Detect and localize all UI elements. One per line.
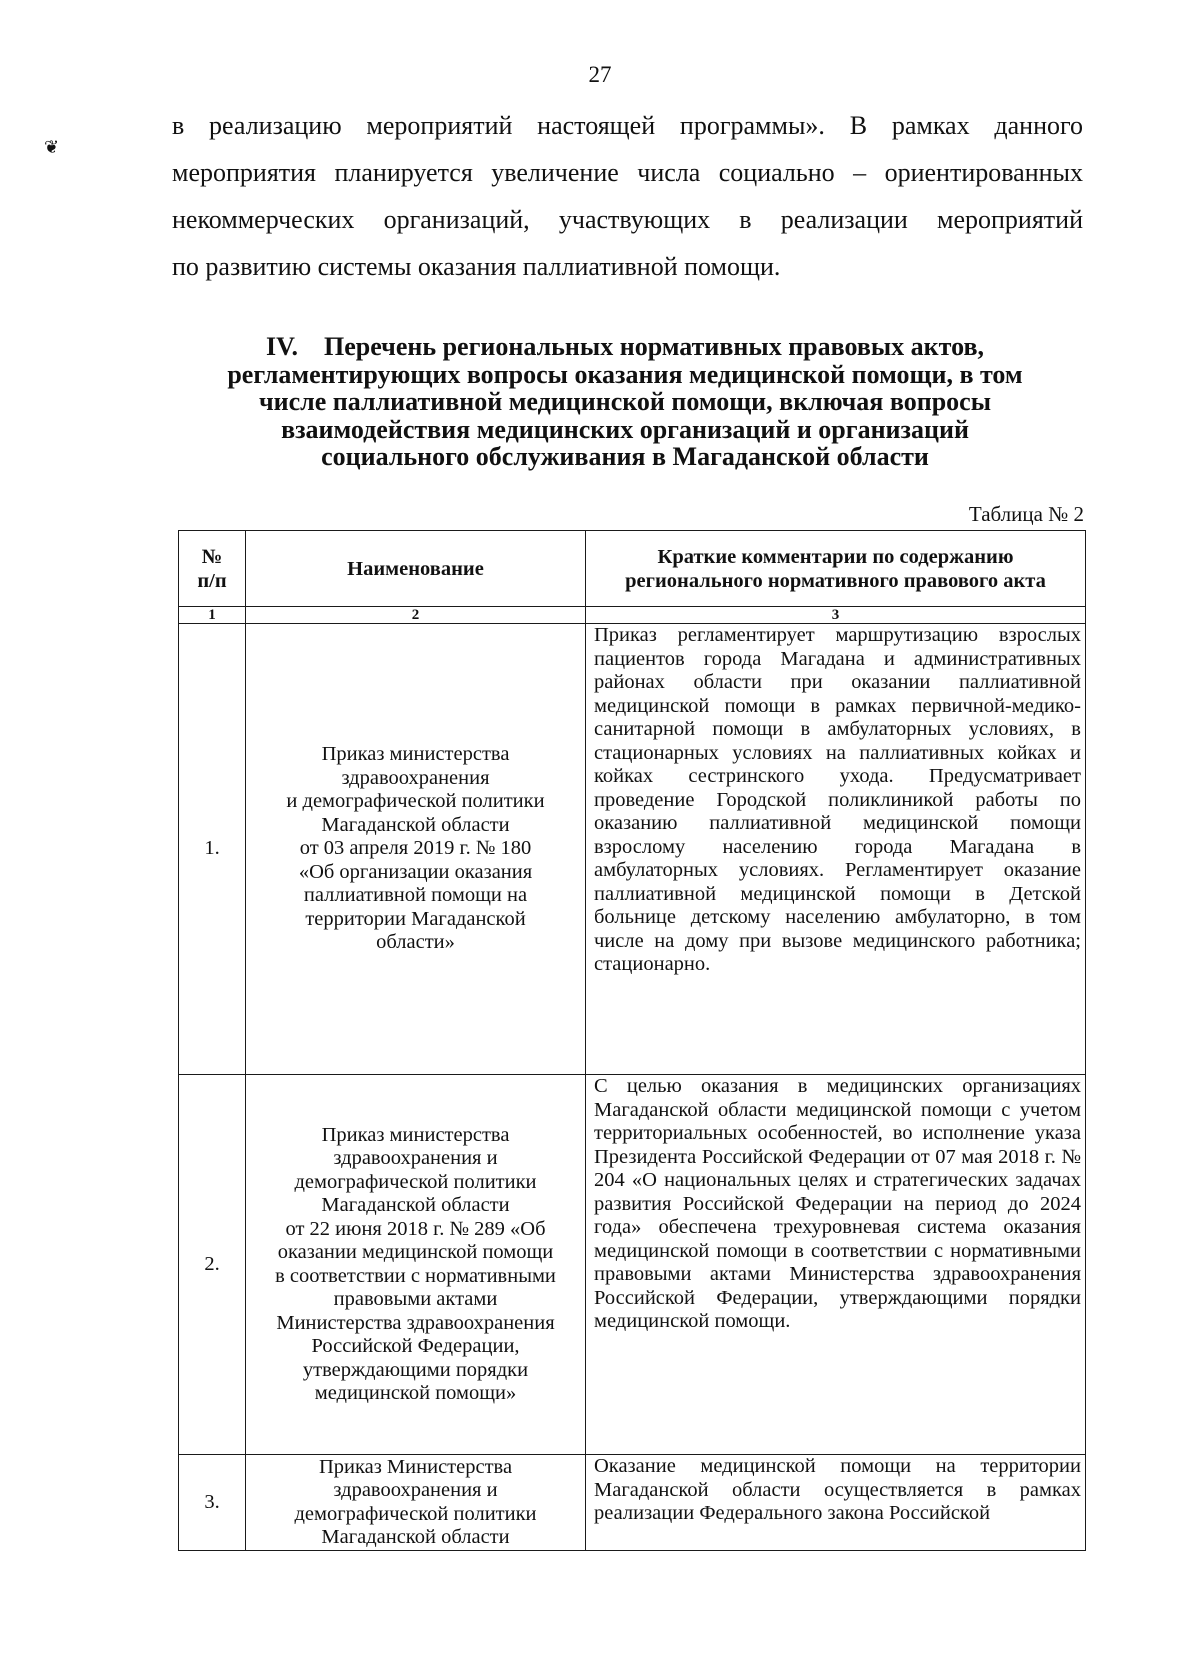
column-number: 2 (246, 607, 586, 624)
table-row (179, 624, 1086, 1075)
column-number: 3 (586, 607, 1086, 624)
row-name: Приказ министерства здравоохранения и демографической политики Магаданской области от 22 июня 2018 г. № 289 «Об оказании медицинской помощи в соответствии с нормативными правовыми актами Министерства здравоохранения Российской Федерации, утверждающими порядки медицинской помощи» (246, 1075, 586, 1455)
row-name: Приказ Министерства здравоохранения и демографической политики Магаданской области (246, 1455, 586, 1551)
table-header-row (179, 531, 1086, 607)
row-name: Приказ министерства здравоохранения и демографической политики Магаданской области от 03 апреля 2019 г. № 180 «Об организации оказания паллиативной помощи на территории Магаданской области» (246, 624, 586, 1075)
section-title-text: Перечень региональных нормативных правовых актов, (324, 332, 984, 361)
section-title-line: регламентирующих вопросы оказания медицинской помощи, в том (227, 359, 1023, 389)
intro-line: некоммерческих организаций, участвующих в реализации мероприятий (172, 205, 1083, 234)
regulations-table (178, 530, 1086, 1551)
header-name: Наименование (246, 531, 586, 607)
table-row (179, 1075, 1086, 1455)
header-comment: Краткие комментарии по содержанию регионального нормативного правового акта (586, 531, 1086, 607)
intro-line: в реализацию мероприятий настоящей программы». В рамках данного (172, 111, 1083, 140)
intro-paragraph (172, 102, 1083, 290)
margin-mark: ❦ (44, 137, 60, 157)
section-title-line: числе паллиативной медицинской помощи, включая вопросы (258, 387, 992, 416)
section-title-line: социального обслуживания в Магаданской области (321, 442, 929, 471)
intro-line: мероприятия планируется увеличение числа социально – ориентированных (172, 158, 1083, 187)
row-comment: С целью оказания в медицинских организациях Магаданской области медицинской помощи с учетом территориальных особенностей, во исполнение указа Президента Российской Федерации от 07 мая 2018 г. № 204 «О национальных целях и стратегических задачах развития Российской Федерации на период до 2024 года» обеспечена трехуровневая система оказания медицинской помощи в соответствии с нормативными правовыми актами Министерства здравоохранения Российской Федерации, утверждающими порядки медицинской помощи. (586, 1075, 1086, 1455)
column-number-row (179, 607, 1086, 624)
table-row (179, 1455, 1086, 1551)
row-number: 2. (179, 1075, 246, 1455)
row-number: 3. (179, 1455, 246, 1551)
intro-line: по развитию системы оказания паллиативной помощи. (172, 252, 781, 281)
row-comment: Приказ регламентирует маршрутизацию взрослых пациентов города Магадана и административных районах области при оказании паллиативной медицинской помощи в рамках первичной-медико-санитарной помощи в амбулаторных условиях, в стационарных условиях на паллиативных койках и койках сестринского ухода. Предусматривает проведение Городской поликлиникой работы по оказанию паллиативной медицинской помощи взрослому населению города Магадана в амбулаторных условиях. Регламентирует оказание паллиативной медицинской помощи в Детской больнице детскому населению амбулаторно, в том числе на дому при вызове медицинского работника; стационарно. (586, 624, 1086, 1075)
table-caption: Таблица № 2 (968, 502, 1084, 526)
row-comment: Оказание медицинской помощи на территории Магаданской области осуществляется в рамках реализации Федерального закона Российской (586, 1455, 1086, 1551)
page-number: 27 (588, 62, 612, 87)
column-number: 1 (179, 607, 246, 624)
section-heading (150, 333, 1100, 471)
row-number: 1. (179, 624, 246, 1075)
section-numeral: IV. (266, 332, 299, 361)
header-num: № п/п (179, 531, 246, 607)
section-title-line (150, 333, 1100, 361)
section-title-line: взаимодействия медицинских организаций и организаций (281, 414, 969, 444)
